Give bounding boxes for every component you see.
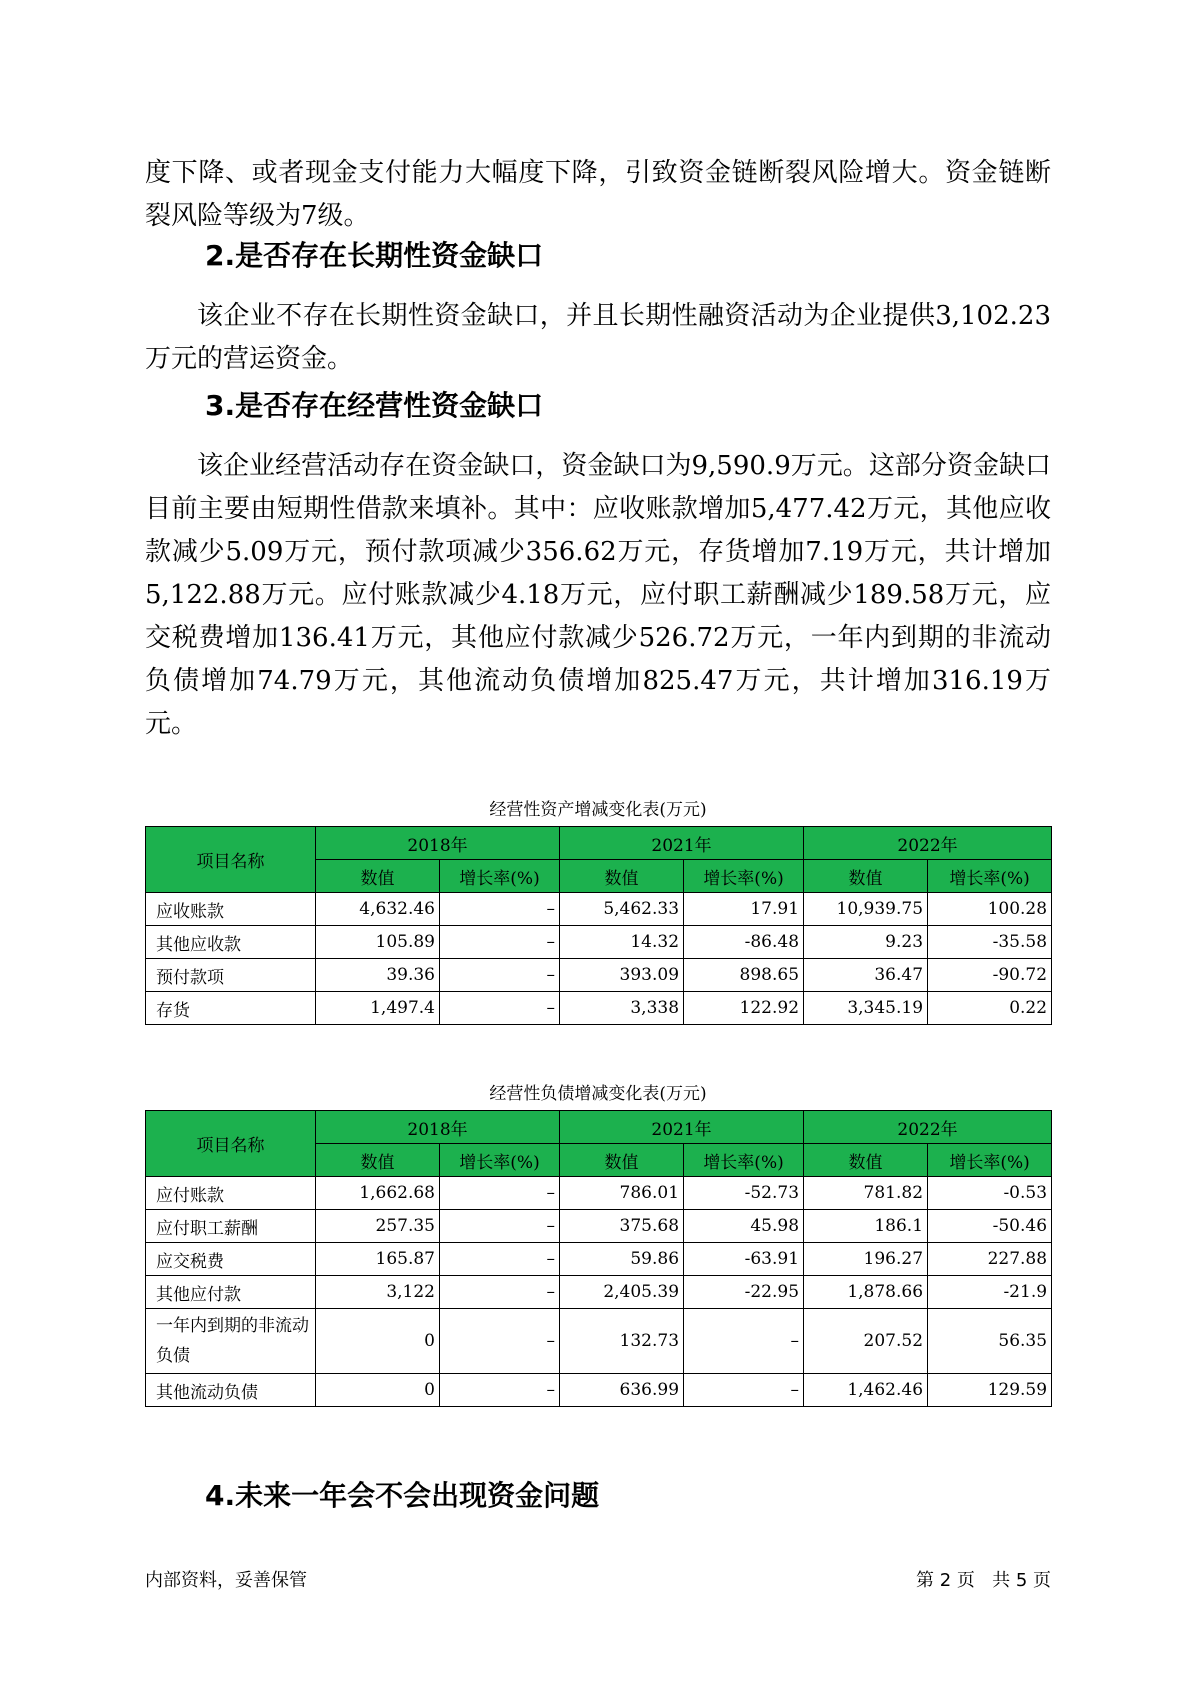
cell: 0 xyxy=(316,1374,440,1407)
cell: -21.9 xyxy=(928,1276,1052,1309)
header-year-2022: 2022年 xyxy=(804,1111,1052,1144)
cell: 59.86 xyxy=(560,1243,684,1276)
cell: 5,462.33 xyxy=(560,893,684,926)
cell: 45.98 xyxy=(684,1210,804,1243)
table-row xyxy=(146,926,1052,959)
cell: -90.72 xyxy=(928,959,1052,992)
cell: 56.35 xyxy=(928,1309,1052,1374)
header-year-2018: 2018年 xyxy=(316,1111,560,1144)
table-row xyxy=(146,1276,1052,1309)
header-value: 数值 xyxy=(316,1144,440,1177)
cell: 2,405.39 xyxy=(560,1276,684,1309)
cell: 1,878.66 xyxy=(804,1276,928,1309)
cell: – xyxy=(440,1243,560,1276)
header-year-2022: 2022年 xyxy=(804,827,1052,860)
cell: – xyxy=(440,926,560,959)
header-value: 数值 xyxy=(316,860,440,893)
cell: 375.68 xyxy=(560,1210,684,1243)
cell: 36.47 xyxy=(804,959,928,992)
cell: – xyxy=(440,1276,560,1309)
header-item-name: 项目名称 xyxy=(146,827,316,893)
header-year-2021: 2021年 xyxy=(560,1111,804,1144)
liability-table-caption: 经营性负债增减变化表(万元) xyxy=(489,1084,707,1104)
cell: 3,338 xyxy=(560,992,684,1025)
cell: 227.88 xyxy=(928,1243,1052,1276)
header-growth: 增长率(%) xyxy=(440,860,560,893)
cell: – xyxy=(440,1177,560,1210)
cell: 100.28 xyxy=(928,893,1052,926)
cell: 207.52 xyxy=(804,1309,928,1374)
cell: 257.35 xyxy=(316,1210,440,1243)
cell: 1,497.4 xyxy=(316,992,440,1025)
header-growth: 增长率(%) xyxy=(928,860,1052,893)
cell: 786.01 xyxy=(560,1177,684,1210)
table-row xyxy=(146,1374,1052,1407)
cell: – xyxy=(440,1210,560,1243)
header-growth: 增长率(%) xyxy=(928,1144,1052,1177)
cell: 4,632.46 xyxy=(316,893,440,926)
cell: 39.36 xyxy=(316,959,440,992)
cell: -52.73 xyxy=(684,1177,804,1210)
row-name: 存货 xyxy=(146,992,316,1025)
cell: – xyxy=(440,1374,560,1407)
cell: – xyxy=(684,1309,804,1374)
cell: 105.89 xyxy=(316,926,440,959)
row-name: 应付账款 xyxy=(146,1177,316,1210)
table-row xyxy=(146,1309,1052,1374)
cell: – xyxy=(440,959,560,992)
header-year-2021: 2021年 xyxy=(560,827,804,860)
table-row xyxy=(146,992,1052,1025)
footer-confidential-note: 内部资料，妥善保管 xyxy=(145,1570,307,1591)
asset-table-caption: 经营性资产增减变化表(万元) xyxy=(489,800,707,820)
cell: 17.91 xyxy=(684,893,804,926)
paragraph-long-term-gap: 该企业不存在长期性资金缺口，并且长期性融资活动为企业提供3,102.23万元的营运资金。 xyxy=(145,301,1051,374)
paragraph-operating-gap: 该企业经营活动存在资金缺口，资金缺口为9,590.9万元。这部分资金缺口目前主要由短期性借款来填补。其中：应收账款增加5,477.42万元，其他应收款减少5.09万元，预付款项减少356.62万元，存货增加7.19万元，共计增加5,122.88万元。应付账款减少4.18万元，应付职工薪酬减少189.58万元，应交税费增加136.41万元，其他应付款减少526.72万元，一年内到期的非流动负债增加74.79万元，其他流动负债增加825.47万元，共计增加316.19万元。 xyxy=(145,451,1051,739)
row-name: 应收账款 xyxy=(146,893,316,926)
row-name: 应付职工薪酬 xyxy=(146,1210,316,1243)
paragraph-risk-level: 度下降、或者现金支付能力大幅度下降，引致资金链断裂风险增大。资金链断裂风险等级为7级。 xyxy=(145,158,1051,231)
cell: 165.87 xyxy=(316,1243,440,1276)
cell: -50.46 xyxy=(928,1210,1052,1243)
row-name: 一年内到期的非流动负债 xyxy=(146,1309,316,1374)
header-year-2018: 2018年 xyxy=(316,827,560,860)
row-name: 应交税费 xyxy=(146,1243,316,1276)
cell: 132.73 xyxy=(560,1309,684,1374)
cell: 1,662.68 xyxy=(316,1177,440,1210)
cell: – xyxy=(440,1309,560,1374)
row-name: 其他应收款 xyxy=(146,926,316,959)
heading-next-year-funding: 4.未来一年会不会出现资金问题 xyxy=(205,1479,600,1512)
cell: – xyxy=(684,1374,804,1407)
cell: – xyxy=(440,893,560,926)
cell: 129.59 xyxy=(928,1374,1052,1407)
header-value: 数值 xyxy=(804,860,928,893)
cell: -63.91 xyxy=(684,1243,804,1276)
table-row xyxy=(146,959,1052,992)
cell: 196.27 xyxy=(804,1243,928,1276)
cell: 898.65 xyxy=(684,959,804,992)
asset-change-table xyxy=(145,826,1052,1025)
row-name: 其他流动负债 xyxy=(146,1374,316,1407)
table-row xyxy=(146,1210,1052,1243)
cell: 14.32 xyxy=(560,926,684,959)
header-growth: 增长率(%) xyxy=(440,1144,560,1177)
footer-page-number: 第 2 页 共 5 页 xyxy=(916,1570,1051,1591)
cell: 186.1 xyxy=(804,1210,928,1243)
cell: 393.09 xyxy=(560,959,684,992)
cell: 0.22 xyxy=(928,992,1052,1025)
cell: -35.58 xyxy=(928,926,1052,959)
cell: 10,939.75 xyxy=(804,893,928,926)
table-row xyxy=(146,1243,1052,1276)
cell: -86.48 xyxy=(684,926,804,959)
heading-operating-gap: 3.是否存在经营性资金缺口 xyxy=(205,389,544,422)
header-item-name: 项目名称 xyxy=(146,1111,316,1177)
cell: -0.53 xyxy=(928,1177,1052,1210)
cell: – xyxy=(440,992,560,1025)
liability-change-table xyxy=(145,1110,1052,1407)
cell: 781.82 xyxy=(804,1177,928,1210)
cell: 1,462.46 xyxy=(804,1374,928,1407)
row-name: 其他应付款 xyxy=(146,1276,316,1309)
header-value: 数值 xyxy=(804,1144,928,1177)
header-growth: 增长率(%) xyxy=(684,1144,804,1177)
cell: -22.95 xyxy=(684,1276,804,1309)
table-row xyxy=(146,893,1052,926)
cell: 3,122 xyxy=(316,1276,440,1309)
cell: 122.92 xyxy=(684,992,804,1025)
header-value: 数值 xyxy=(560,860,684,893)
header-growth: 增长率(%) xyxy=(684,860,804,893)
cell: 9.23 xyxy=(804,926,928,959)
table-row xyxy=(146,1177,1052,1210)
cell: 0 xyxy=(316,1309,440,1374)
row-name: 预付款项 xyxy=(146,959,316,992)
cell: 3,345.19 xyxy=(804,992,928,1025)
header-value: 数值 xyxy=(560,1144,684,1177)
heading-long-term-gap: 2.是否存在长期性资金缺口 xyxy=(205,239,544,272)
cell: 636.99 xyxy=(560,1374,684,1407)
